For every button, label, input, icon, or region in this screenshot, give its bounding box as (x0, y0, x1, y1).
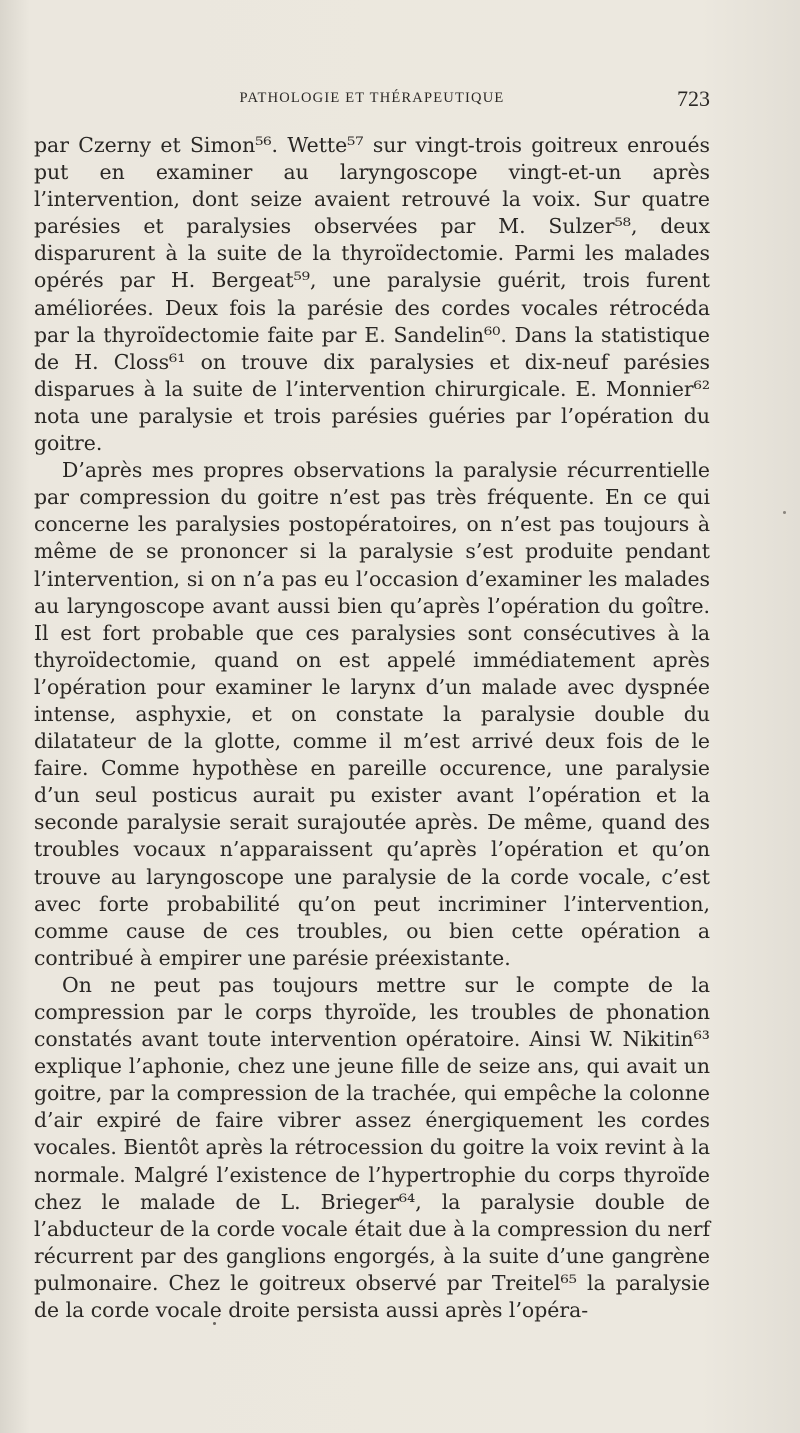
paragraph-1: par Czerny et Simon⁵⁶. Wette⁵⁷ sur vingt-trois goitreux enroués put en examiner au laryngoscope vingt-et-un après l’intervention, dont seize avaient retrouvé la voix. Sur quatre parésies et paralysies observées par M. Sulzer⁵⁸, deux disparurent à la suite de la thyroïdectomie. Parmi les malades opérés par H. Bergeat⁵⁹, une paralysie guérit, trois furent améliorées. Deux fois la parésie des cordes vocales rétrocéda par la thyroïdectomie faite par E. Sandelin⁶⁰. Dans la statistique de H. Closs⁶¹ on trouve dix paralysies et dix-neuf parésies disparues à la suite de l’intervention chirurgicale. E. Monnier⁶² nota une paralysie et trois parésies guéries par l’opération du goitre. (34, 133, 710, 456)
print-speck (783, 511, 786, 514)
print-speck (213, 1322, 216, 1325)
paragraph-3: On ne peut pas toujours mettre sur le compte de la compression par le corps thyroïde, les troubles de phonation constatés avant toute intervention opératoire. Ainsi W. Nikitin⁶³ explique l’aphonie, chez une jeune fille de seize ans, qui avait un goitre, par la compression de la trachée, qui empêche la colonne d’air expiré de faire vibrer assez énergiquement les cordes vocales. Bientôt après la rétrocession du goitre la voix revint à la normale. Malgré l’existence de l’hypertrophie du corps thyroïde chez le malade de L. Brieger⁶⁴, la paralysie double de l’abducteur de la corde vocale était due à la compression du nerf récurrent par des ganglions engorgés, à la suite d’une gangrène pulmonaire. Chez le goitreux observé par Treitel⁶⁵ la paralysie de la corde vocale droite persista aussi après l’opéra- (34, 972, 710, 1323)
page-header (34, 86, 710, 120)
page-body (34, 132, 710, 1324)
paragraph-2: D’après mes propres observations la paralysie récurrentielle par compression du goitre n’est pas très fréquente. En ce qui concerne les paralysies postopératoires, on n’est pas toujours à même de se prononcer si la paralysie s’est produite pendant l’intervention, si on n’a pas eu l’occasion d’examiner les malades au laryngoscope avant aussi bien qu’après l’opération du goître. Il est fort probable que ces paralysies sont consécutives à la thyroïdectomie, quand on est appelé immédiatement après l’opération pour examiner le larynx d’un malade avec dyspnée intense, asphyxie, et on constate la paralysie double du dilatateur de la glotte, comme il m’est arrivé deux fois de le faire. Comme hypothèse en pareille occurence, une paralysie d’un seul posticus aurait pu exister avant l’opération et la seconde paralysie serait surajoutée après. De même, quand des troubles vocaux n’apparaissent qu’après l’opération et qu’on trouve au laryngoscope une paralysie de la corde vocale, c’est avec forte probabilité qu’on peut incriminer l’intervention, comme cause de ces troubles, ou bien cette opération a contribué à empirer une parésie préexistante. (34, 458, 710, 970)
page-number: 723 (677, 86, 710, 111)
running-title: PATHOLOGIE ET THÉRAPEUTIQUE (239, 90, 505, 106)
